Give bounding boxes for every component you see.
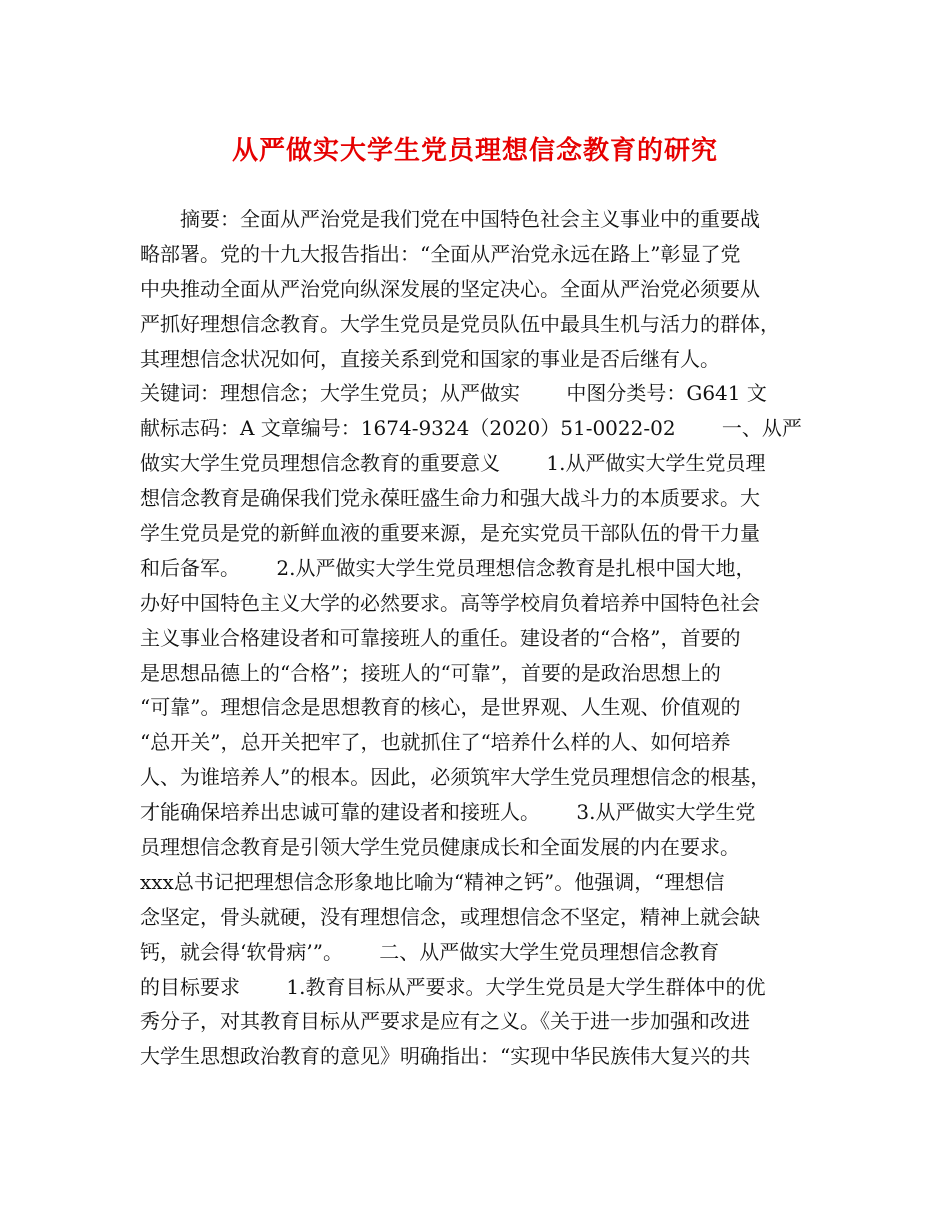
body-line: 摘要：全面从严治党是我们党在中国特色社会主义事业中的重要战 <box>140 207 760 231</box>
body-line: “可靠”。理想信念是思想教育的核心，是世界观、人生观、价值观的 <box>140 695 741 720</box>
body-line: xxx总书记把理想信念形象地比喻为“精神之钙”。他强调，“理想信 <box>140 869 725 894</box>
document-title: 从严做实大学生党员理想信念教育的研究 <box>231 136 718 166</box>
body-line: 的目标要求 1.教育目标从严要求。大学生党员是大学生群体中的优 <box>140 974 766 999</box>
body-line: 略部署。党的十九大报告指出：“全面从严治党永远在路上”彰显了党 <box>140 241 741 266</box>
body-line: 和后备军。 2.从严做实大学生党员理想信念教育是扎根中国大地， <box>140 555 756 580</box>
body-line: 严抓好理想信念教育。大学生党员是党员队伍中最具生机与活力的群体， <box>140 311 780 336</box>
body-line: 人、为谁培养人”的根本。因此，必须筑牢大学生党员理想信念的根基， <box>140 765 771 790</box>
body-line: 大学生思想政治教育的意见》明确指出：“实现中华民族伟大复兴的共 <box>140 1044 751 1069</box>
body-line: 钙，就会得‘软骨病’”。 二、从严做实大学生党员理想信念教育 <box>140 939 720 964</box>
body-line: 是思想品德上的“合格”；接班人的“可靠”，首要的是政治思想上的 <box>140 660 721 685</box>
body-line: 员理想信念教育是引领大学生党员健康成长和全面发展的内在要求。 <box>140 835 740 860</box>
body-line: 学生党员是党的新鲜血液的重要来源，是充实党员干部队伍的骨干力量 <box>140 521 760 546</box>
body-line: 才能确保培养出忠诚可靠的建设者和接班人。 3.从严做实大学生党 <box>140 800 756 825</box>
body-line: “总开关”，总开关把牢了，也就抓住了“培养什么样的人、如何培养 <box>140 730 731 755</box>
body-line: 主义事业合格建设者和可靠接班人的重任。建设者的“合格”，首要的 <box>140 625 741 650</box>
body-line: 献标志码：A 文章编号：1674-9324（2020）51-0022-02 一、从严 <box>140 416 802 441</box>
body-line: 其理想信念状况如何，直接关系到党和国家的事业是否后继有人。 <box>140 346 720 371</box>
body-line: 秀分子，对其教育目标从严要求是应有之义。《关于进一步加强和改进 <box>140 1009 750 1034</box>
document-body <box>140 202 820 1074</box>
body-line: 做实大学生党员理想信念教育的重要意义 1.从严做实大学生党员理 <box>140 451 766 476</box>
body-line: 念坚定，骨头就硬，没有理想信念，或理想信念不坚定，精神上就会缺 <box>140 904 760 929</box>
body-line: 中央推动全面从严治党向纵深发展的坚定决心。全面从严治党必须要从 <box>140 276 760 301</box>
body-line: 想信念教育是确保我们党永葆旺盛生命力和强大战斗力的本质要求。大 <box>140 486 760 511</box>
body-line: 关键词：理想信念；大学生党员；从严做实 中图分类号：G641 文 <box>140 381 767 406</box>
body-line: 办好中国特色主义大学的必然要求。高等学校肩负着培养中国特色社会 <box>140 590 760 615</box>
